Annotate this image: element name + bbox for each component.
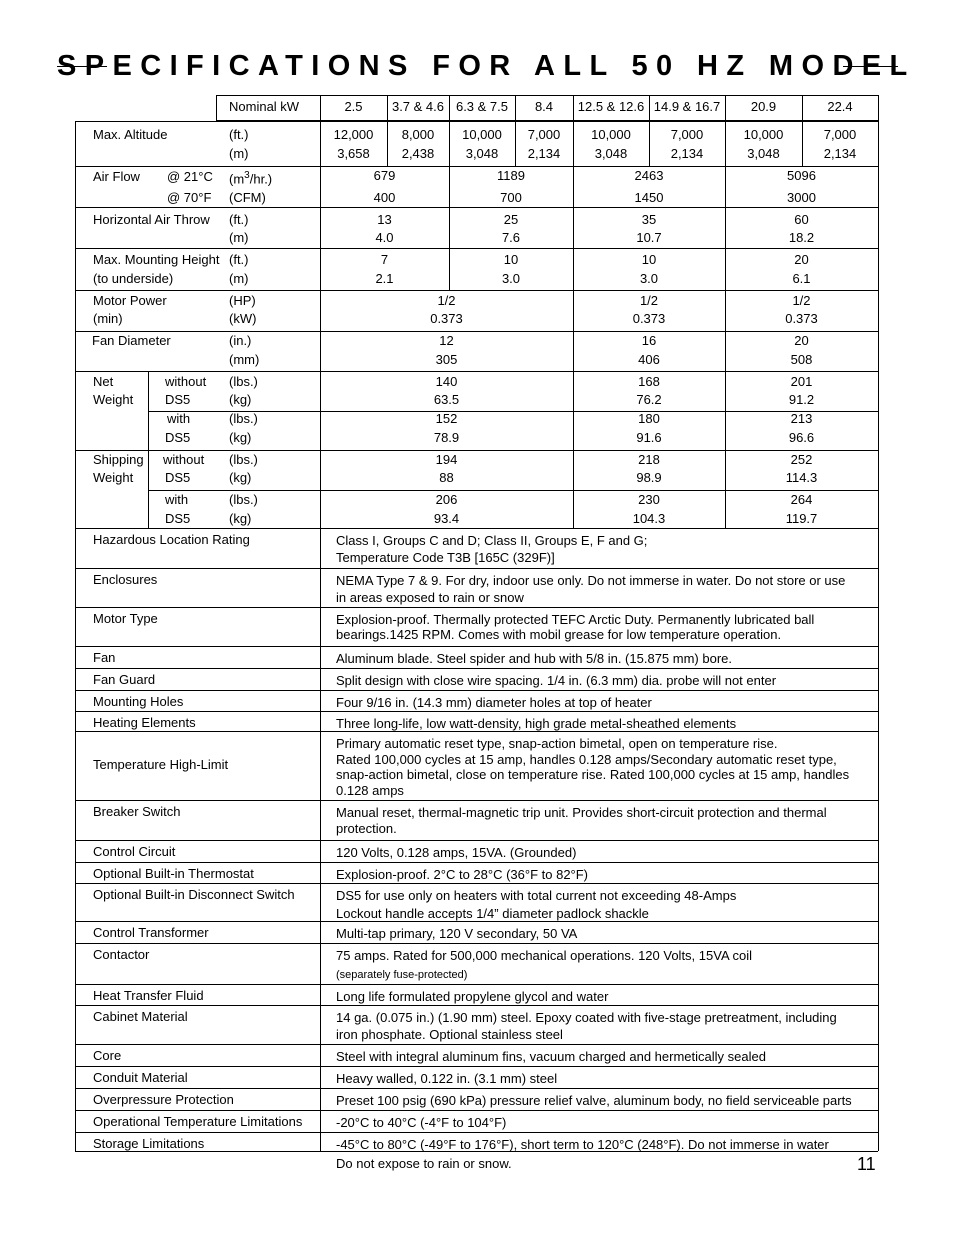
- table-border-bottom: [75, 1151, 878, 1152]
- net-weight-without-kg-value: 76.2: [636, 392, 662, 407]
- spec-value-line: 14 ga. (0.075 in.) (1.90 mm) steel. Epoxy coated with five-stage pretreatment, including: [336, 1010, 837, 1025]
- table-rule: [75, 1088, 878, 1089]
- spec-label: Fan Guard: [93, 672, 156, 687]
- spec-label: Core: [93, 1048, 122, 1063]
- table-rule: [573, 207, 574, 248]
- air-throw-ft-value: 13: [377, 212, 392, 227]
- shipping-weight-without-kg-value: 114.3: [785, 470, 818, 485]
- spec-label: Temperature High-Limit: [93, 757, 229, 772]
- unit-label: (HP): [229, 293, 256, 308]
- table-rule: [75, 290, 878, 291]
- net-weight-with-lbs-value: 152: [435, 411, 458, 426]
- fan-diameter-mm-value: 406: [638, 352, 660, 367]
- table-rule: [75, 883, 878, 884]
- air-throw-label: Horizontal Air Throw: [93, 212, 210, 227]
- spec-value-line: Three long-life, low watt-density, high grade metal-sheathed elements: [336, 716, 737, 731]
- altitude-m-value: 2,134: [670, 146, 704, 161]
- mounting-height-m-value: 3.0: [639, 271, 659, 286]
- table-rule: [573, 331, 574, 371]
- unit-label: (lbs.): [229, 492, 258, 507]
- nominal-kw-label: Nominal kW: [229, 99, 300, 114]
- spec-value-line: Long life formulated propylene glycol and water: [336, 989, 609, 1004]
- spec-value-line: protection.: [336, 821, 397, 836]
- air-throw-m-value: 18.2: [788, 230, 815, 245]
- table-rule: [75, 1044, 878, 1045]
- shipping-weight-label: Shipping: [93, 452, 144, 467]
- spec-label: Overpressure Protection: [93, 1092, 234, 1107]
- table-rule: [75, 1110, 878, 1111]
- airflow-m3hr-value: 5096: [787, 168, 816, 183]
- motor-power-hp-value: 1/2: [437, 293, 456, 308]
- unit-superscript: 3: [244, 170, 250, 181]
- table-rule: [725, 166, 726, 207]
- net-weight-without-lbs-value: 168: [638, 374, 660, 389]
- spec-value-line: 120 Volts, 0.128 amps, 15VA. (Grounded): [336, 845, 577, 860]
- table-rule: [216, 95, 217, 121]
- motor-power-hp-value: 1/2: [639, 293, 659, 308]
- table-rule: [75, 984, 878, 985]
- table-rule: [75, 690, 878, 691]
- table-rule: [449, 207, 450, 248]
- spec-label: Fan: [93, 650, 116, 665]
- airflow-cfm-value: 1450: [634, 190, 664, 205]
- net-weight-without-kg-value: 63.5: [433, 392, 460, 407]
- table-rule: [75, 668, 878, 669]
- table-rule: [725, 290, 726, 331]
- spec-value-line: Temperature Code T3B [165C (329F)]: [336, 550, 555, 565]
- airflow-condition: @ 21°C: [167, 169, 213, 184]
- spec-label: Enclosures: [93, 572, 158, 587]
- motor-power-hp-value: 1/2: [792, 293, 811, 308]
- spec-value-line: Explosion-proof. 2°C to 28°C (36°F to 82°F): [336, 867, 589, 882]
- net-weight-with-kg-value: 91.6: [636, 430, 662, 445]
- table-rule: [649, 121, 650, 166]
- spec-value-line: 75 amps. Rated for 500,000 mechanical operations. 120 Volts, 15VA coil: [336, 948, 753, 963]
- spec-value-line: -20°C to 40°C (-4°F to 104°F): [336, 1115, 507, 1130]
- table-rule: [75, 840, 878, 841]
- table-rule: [75, 646, 878, 647]
- altitude-ft-value: 10,000: [591, 127, 631, 142]
- without-ds5-label: without: [165, 374, 207, 389]
- spec-value-line: Aluminum blade. Steel spider and hub with 5/8 in. (15.875 mm) bore.: [336, 651, 732, 666]
- motor-power-kw-value: 0.373: [785, 311, 818, 326]
- air-throw-m-value: 4.0: [375, 230, 394, 245]
- unit-label: (CFM): [229, 190, 266, 205]
- spec-value-line: Rated 100,000 cycles at 15 amp, handles 0.128 amps/Secondary automatic reset type,: [336, 751, 837, 767]
- mounting-height-m-value: 2.1: [375, 271, 394, 286]
- unit-label: (lbs.): [229, 411, 258, 426]
- net-weight-label: Weight: [93, 392, 134, 407]
- unit-label: (ft.): [229, 212, 249, 227]
- spec-value-line: NEMA Type 7 & 9. For dry, indoor use only. Do not immerse in water. Do not store or use: [336, 573, 846, 588]
- spec-label: Heating Elements: [93, 715, 196, 730]
- table-rule: [573, 290, 574, 331]
- table-rule: [75, 528, 878, 529]
- airflow-label: Air Flow: [93, 169, 140, 184]
- table-rule: [449, 248, 450, 290]
- altitude-ft-value: 12,000: [333, 127, 374, 142]
- mounting-height-ft-value: 10: [503, 252, 519, 267]
- table-rule: [75, 1066, 878, 1067]
- table-rule: [573, 248, 574, 290]
- unit-label: (lbs.): [229, 452, 258, 467]
- table-rule: [75, 1132, 878, 1133]
- air-throw-ft-value: 35: [641, 212, 657, 227]
- altitude-label: Max. Altitude: [93, 127, 168, 142]
- shipping-weight-with-kg-value: 119.7: [785, 511, 818, 526]
- shipping-weight-without-kg-value: 98.9: [636, 470, 662, 485]
- unit-label: (ft.): [229, 252, 249, 267]
- unit-label: (kW): [229, 311, 257, 326]
- airflow-cfm-value: 400: [373, 190, 396, 205]
- table-rule: [878, 95, 879, 121]
- altitude-ft-value: 7,000: [823, 127, 857, 142]
- altitude-ft-value: 7,000: [670, 127, 704, 142]
- table-rule: [515, 121, 516, 166]
- table-rule: [725, 248, 726, 290]
- airflow-cfm-value: 3000: [787, 190, 816, 205]
- spec-value-line: Lockout handle accepts 1/4” diameter padlock shackle: [336, 906, 649, 921]
- page-title-area: [57, 48, 916, 84]
- mounting-height-ft-value: 7: [380, 252, 389, 267]
- unit-label: (mm): [229, 352, 260, 367]
- unit-label: [229, 167, 272, 188]
- spec-label: Cabinet Material: [93, 1009, 188, 1024]
- altitude-ft-value: 8,000: [401, 127, 435, 142]
- mounting-height-label: (to underside): [93, 271, 174, 286]
- with-ds5-label: with: [167, 411, 191, 426]
- mounting-height-ft-value: 20: [794, 252, 809, 267]
- unit-text: (m: [229, 171, 245, 187]
- airflow-condition: @ 70°F: [167, 190, 212, 205]
- table-rule: [75, 568, 878, 569]
- unit-text: /hr.): [249, 171, 273, 187]
- net-weight-label: Net: [93, 374, 114, 389]
- spec-value-line: DS5 for use only on heaters with total current not exceeding 48-Amps: [336, 888, 737, 903]
- table-rule: [725, 207, 726, 248]
- model-column-header: 8.4: [534, 99, 554, 114]
- table-rule: [75, 207, 878, 208]
- spec-value-line: snap-action bimetal, close on temperature rise. Rated 100,000 cycles at 15 amp, handles: [336, 767, 850, 782]
- air-throw-ft-value: 60: [794, 212, 809, 227]
- shipping-weight-with-kg-value: 93.4: [433, 511, 460, 526]
- altitude-m-value: 2,134: [823, 146, 857, 161]
- model-column-header: 20.9: [750, 99, 777, 114]
- motor-power-kw-value: 0.373: [430, 311, 463, 326]
- spec-value-line: Split design with close wire spacing. 1/4 in. (6.3 mm) dia. probe will not enter: [336, 673, 777, 688]
- table-rule: [75, 711, 878, 712]
- unit-label: (ft.): [229, 127, 249, 142]
- table-rule: [573, 121, 574, 166]
- shipping-weight-label: Weight: [93, 470, 134, 485]
- spec-value-line: Four 9/16 in. (14.3 mm) diameter holes at top of heater: [336, 695, 652, 710]
- mounting-height-ft-value: 10: [641, 252, 657, 267]
- mounting-height-label: Max. Mounting Height: [93, 252, 220, 267]
- net-weight-without-lbs-value: 201: [790, 374, 813, 389]
- spec-label: Contactor: [93, 947, 150, 962]
- table-border-left: [75, 121, 76, 1151]
- altitude-m-value: 3,658: [337, 146, 370, 161]
- unit-label: (lbs.): [229, 374, 258, 389]
- spec-label: Operational Temperature Limitations: [93, 1114, 303, 1129]
- spec-value-line: bearings.1425 RPM. Comes with mobil grease for low temperature operation.: [336, 627, 782, 642]
- spec-label: Storage Limitations: [93, 1136, 205, 1151]
- table-rule: [75, 731, 878, 732]
- model-column-header: 22.4: [827, 99, 853, 114]
- unit-label: (m): [229, 271, 249, 286]
- spec-value-line: (separately fuse-protected): [336, 969, 468, 981]
- table-rule: [802, 121, 803, 166]
- spec-label: Heat Transfer Fluid: [93, 988, 204, 1003]
- fan-diameter-mm-value: 305: [435, 352, 458, 367]
- altitude-m-value: 3,048: [747, 146, 780, 161]
- shipping-weight-with-lbs-value: 230: [638, 492, 660, 507]
- table-rule: [75, 943, 878, 944]
- table-rule: [75, 371, 878, 372]
- ds5-label: DS5: [165, 392, 191, 407]
- model-column-header: 14.9 & 16.7: [653, 99, 721, 114]
- air-throw-ft-value: 25: [503, 212, 519, 227]
- altitude-m-value: 3,048: [594, 146, 628, 161]
- motor-power-label: (min): [93, 311, 123, 326]
- model-column-header: 6.3 & 7.5: [455, 99, 509, 114]
- spec-value-line: Primary automatic reset type, snap-action bimetal, open on temperature rise.: [336, 736, 778, 751]
- altitude-ft-value: 10,000: [462, 127, 502, 142]
- table-border-right: [878, 121, 879, 1151]
- airflow-m3hr-value: 1189: [497, 168, 525, 183]
- without-ds5-label: without: [163, 452, 205, 467]
- table-rule: [148, 411, 878, 412]
- table-rule: [75, 862, 878, 863]
- table-rule: [725, 331, 726, 371]
- shipping-weight-with-lbs-value: 264: [790, 492, 813, 507]
- spec-label: Mounting Holes: [93, 694, 184, 709]
- unit-label: (kg): [229, 430, 252, 445]
- shipping-weight-without-lbs-value: 194: [435, 452, 458, 467]
- spec-value-line: iron phosphate. Optional stainless steel: [336, 1027, 563, 1042]
- unit-label: (m): [229, 230, 249, 245]
- table-rule: [449, 121, 450, 166]
- spec-value-line: in areas exposed to rain or snow: [336, 590, 524, 605]
- shipping-weight-without-kg-value: 88: [439, 470, 454, 485]
- table-rule: [573, 166, 574, 207]
- table-rule: [148, 450, 149, 528]
- altitude-ft-value: 10,000: [743, 127, 784, 142]
- airflow-cfm-value: 700: [500, 190, 522, 205]
- spec-value-line: Multi-tap primary, 120 V secondary, 50 VA: [336, 926, 578, 941]
- table-rule: [75, 1005, 878, 1006]
- spec-label: Motor Type: [93, 611, 158, 626]
- table-rule: [573, 371, 574, 450]
- motor-power-label: Motor Power: [93, 293, 167, 308]
- unit-label: (kg): [229, 392, 252, 407]
- airflow-m3hr-value: 679: [373, 168, 396, 183]
- footer-note: Do not expose to rain or snow.: [336, 1156, 512, 1171]
- model-column-header: 3.7 & 4.6: [391, 99, 445, 114]
- air-throw-m-value: 7.6: [501, 230, 521, 245]
- spec-label: Hazardous Location Rating: [93, 532, 250, 547]
- altitude-m-value: 2,438: [401, 146, 435, 161]
- model-column-header: 12.5 & 12.6: [577, 99, 645, 114]
- shipping-weight-without-lbs-value: 218: [638, 452, 660, 467]
- altitude-m-value: 3,048: [465, 146, 499, 161]
- shipping-weight-with-lbs-value: 206: [435, 492, 458, 507]
- fan-diameter-in-value: 12: [439, 333, 454, 348]
- fan-diameter-in-value: 20: [794, 333, 809, 348]
- table-rule: [387, 121, 388, 166]
- with-ds5-label: with: [165, 492, 189, 507]
- motor-power-kw-value: 0.373: [632, 311, 666, 326]
- spec-label: Control Circuit: [93, 844, 176, 859]
- table-rule: [725, 121, 726, 166]
- title-rule-right: [843, 66, 898, 67]
- table-rule: [148, 490, 878, 491]
- mounting-height-m-value: 3.0: [501, 271, 521, 286]
- spec-value-line: Heavy walled, 0.122 in. (3.1 mm) steel: [336, 1071, 558, 1086]
- fan-diameter-label: Fan Diameter: [92, 333, 171, 348]
- unit-label: (kg): [229, 470, 252, 485]
- net-weight-without-kg-value: 91.2: [788, 392, 815, 407]
- model-column-header: 2.5: [344, 99, 363, 114]
- ds5-label: DS5: [165, 470, 191, 485]
- spec-label: Optional Built-in Disconnect Switch: [93, 887, 295, 902]
- ds5-label: DS5: [165, 430, 191, 445]
- shipping-weight-with-kg-value: 104.3: [632, 511, 666, 526]
- spec-value-line: Preset 100 psig (690 kPa) pressure relief valve, aluminum body, no field serviceable parts: [336, 1093, 852, 1108]
- table-rule: [725, 450, 726, 528]
- altitude-m-value: 2,134: [527, 146, 561, 161]
- page-number: 11: [857, 1154, 876, 1174]
- spec-value-line: -45°C to 80°C (-49°F to 176°F), short term to 120°C (248°F). Do not immerse in water: [336, 1137, 829, 1152]
- airflow-m3hr-value: 2463: [634, 168, 664, 183]
- spec-label: Conduit Material: [93, 1070, 188, 1085]
- spec-value-line: Explosion-proof. Thermally protected TEFC Arctic Duty. Permanently lubricated ball: [336, 612, 815, 627]
- net-weight-with-kg-value: 96.6: [788, 430, 815, 445]
- table-rule: [75, 921, 878, 922]
- fan-diameter-in-value: 16: [641, 333, 657, 348]
- spec-value-line: Manual reset, thermal-magnetic trip unit. Provides short-circuit protection and thermal: [336, 805, 827, 820]
- table-rule: [75, 121, 878, 122]
- spec-value-line: Class I, Groups C and D; Class II, Groups E, F and G;: [336, 533, 648, 548]
- unit-label: (m): [229, 146, 249, 161]
- table-rule: [216, 95, 878, 96]
- ds5-label: DS5: [165, 511, 191, 526]
- table-rule: [449, 166, 450, 207]
- spec-label: Optional Built-in Thermostat: [93, 866, 254, 881]
- table-rule: [75, 248, 878, 249]
- unit-label: (in.): [229, 333, 252, 348]
- spec-value-line: 0.128 amps: [336, 782, 404, 798]
- spec-label: Breaker Switch: [93, 804, 181, 819]
- net-weight-with-lbs-value: 180: [638, 411, 660, 426]
- table-rule: [725, 371, 726, 450]
- net-weight-with-lbs-value: 213: [790, 411, 813, 426]
- spec-value-line: Steel with integral aluminum fins, vacuum charged and hermetically sealed: [336, 1049, 766, 1064]
- fan-diameter-mm-value: 508: [790, 352, 813, 367]
- table-rule: [75, 607, 878, 608]
- mounting-height-m-value: 6.1: [792, 271, 811, 286]
- net-weight-without-lbs-value: 140: [435, 374, 458, 389]
- air-throw-m-value: 10.7: [636, 230, 662, 245]
- unit-label: (kg): [229, 511, 252, 526]
- shipping-weight-without-lbs-value: 252: [790, 452, 813, 467]
- table-rule: [573, 450, 574, 528]
- altitude-ft-value: 7,000: [527, 127, 561, 142]
- spec-label: Control Transformer: [93, 925, 209, 940]
- table-rule: [75, 800, 878, 801]
- net-weight-with-kg-value: 78.9: [433, 430, 460, 445]
- page-title: SPECIFICATIONS FOR ALL 50 HZ MODEL: [57, 50, 916, 82]
